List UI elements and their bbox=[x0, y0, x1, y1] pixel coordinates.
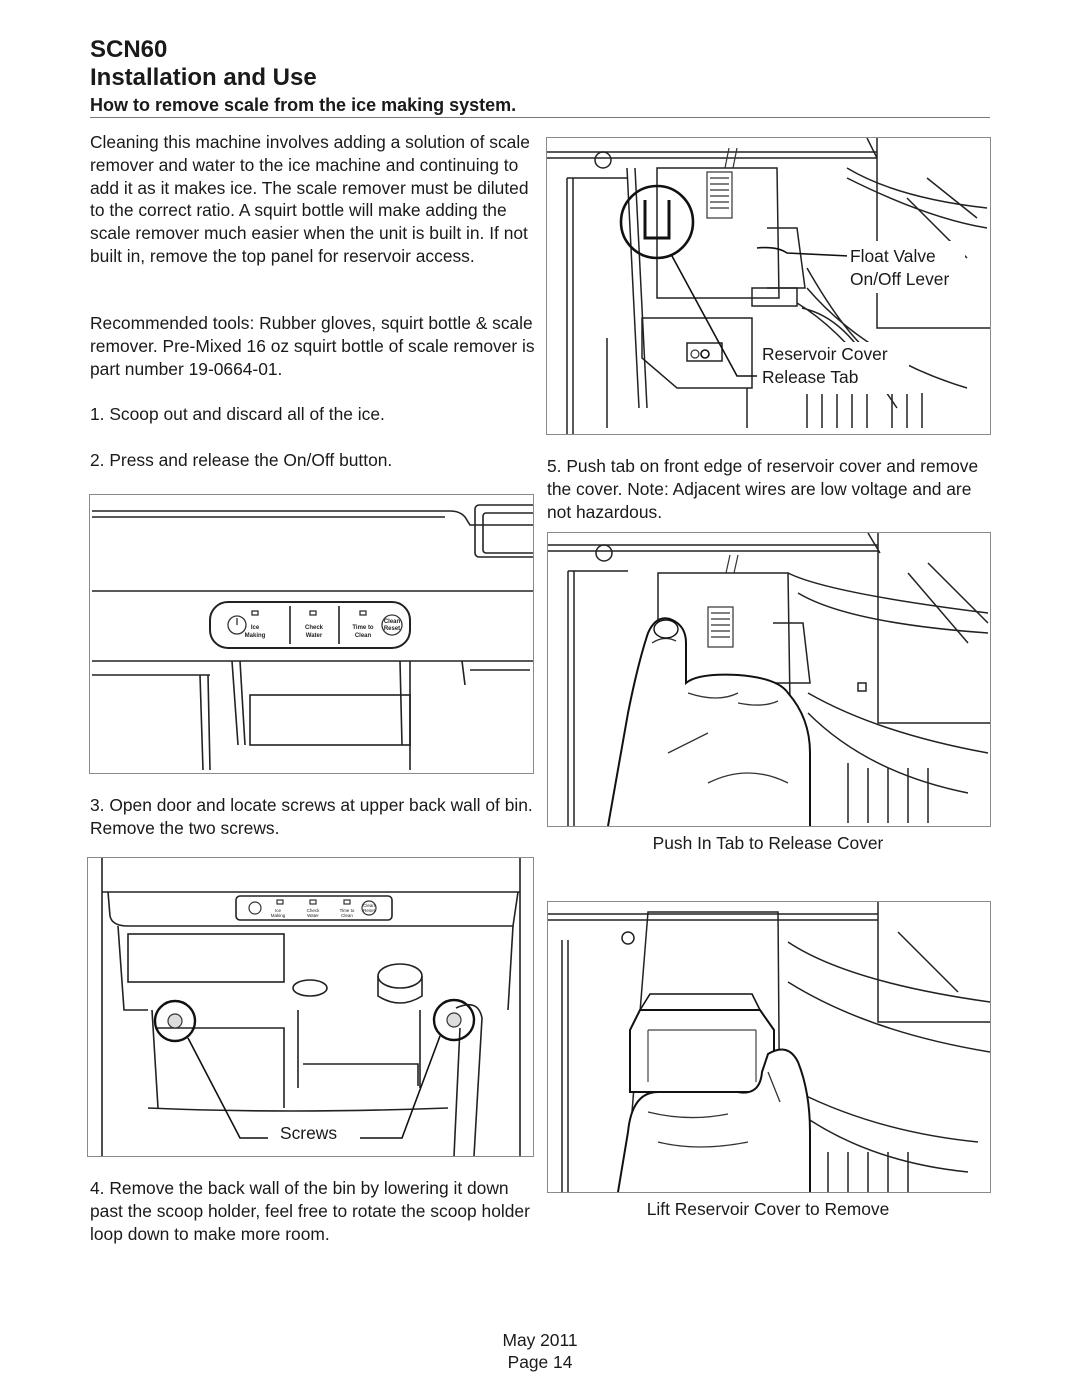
label-clean-reset-2: Reset bbox=[383, 626, 401, 632]
footer-date: May 2011 bbox=[502, 1330, 578, 1350]
mini-label-clean: Clean bbox=[341, 913, 353, 918]
label-check: Check bbox=[304, 625, 324, 631]
mini-label-making: Making bbox=[270, 913, 286, 918]
float-valve-label-2: On/Off Lever bbox=[850, 269, 950, 289]
intro-paragraph: Cleaning this machine involves adding a solution of scale remover and water to the ice machine and continuing to add it as it makes ice. The scale remover must be diluted to the correct ratio. A squirt bottle will make adding the scale remover much easier when the unit is built in. If not built in, remove the top panel for reservoir access. bbox=[90, 132, 530, 266]
mini-label-water: Water bbox=[307, 913, 319, 918]
label-clean-reset-1: Clean bbox=[383, 619, 401, 625]
push-tab-figure bbox=[547, 532, 991, 827]
mini-label-time-to: Time to bbox=[339, 908, 355, 913]
mini-label-ice: Ice bbox=[274, 908, 282, 913]
model-title: SCN60 bbox=[90, 36, 168, 63]
float-valve-figure bbox=[546, 137, 991, 435]
screws-label: Screws bbox=[280, 1123, 338, 1143]
mini-label-clean-reset-2: Reset bbox=[363, 908, 375, 913]
label-clean: Clean bbox=[354, 633, 372, 639]
mini-label-clean-reset-1: Clean bbox=[363, 903, 375, 908]
step-3: 3. Open door and locate screws at upper back wall of bin. Remove the two screws. bbox=[90, 795, 533, 838]
subheading: How to remove scale from the ice making system. bbox=[90, 95, 517, 115]
tools-paragraph: Recommended tools: Rubber gloves, squirt bottle & scale remover. Pre-Mixed 16 oz squirt bottle of scale remover is part number 19-0664-01. bbox=[90, 313, 535, 379]
label-time-to: Time to bbox=[352, 625, 374, 631]
mini-label-check: Check bbox=[306, 908, 320, 913]
lift-cover-caption: Lift Reservoir Cover to Remove bbox=[646, 1199, 890, 1219]
step-2: 2. Press and release the On/Off button. bbox=[90, 450, 393, 470]
push-tab-caption: Push In Tab to Release Cover bbox=[652, 833, 884, 853]
page-number: Page 14 bbox=[507, 1352, 573, 1372]
label-water: Water bbox=[305, 633, 323, 639]
control-panel-figure bbox=[89, 494, 534, 774]
reservoir-label-1: Reservoir Cover bbox=[762, 344, 888, 364]
reservoir-label-2: Release Tab bbox=[762, 367, 859, 387]
step-5: 5. Push tab on front edge of reservoir cover and remove the cover. Note: Adjacent wires are low voltage and are not hazardous. bbox=[547, 456, 979, 522]
step-1: 1. Scoop out and discard all of the ice. bbox=[90, 404, 385, 424]
label-ice: Ice bbox=[250, 625, 260, 631]
section-title: Installation and Use bbox=[90, 64, 317, 91]
lift-cover-figure bbox=[547, 901, 991, 1193]
label-making: Making bbox=[244, 633, 266, 639]
step-4: 4. Remove the back wall of the bin by lowering it down past the scoop holder, feel free to rotate the scoop holder loop down to make more room. bbox=[90, 1178, 530, 1244]
heading-rule bbox=[90, 117, 990, 118]
float-valve-label-1: Float Valve bbox=[850, 246, 936, 266]
screws-figure bbox=[87, 857, 534, 1157]
